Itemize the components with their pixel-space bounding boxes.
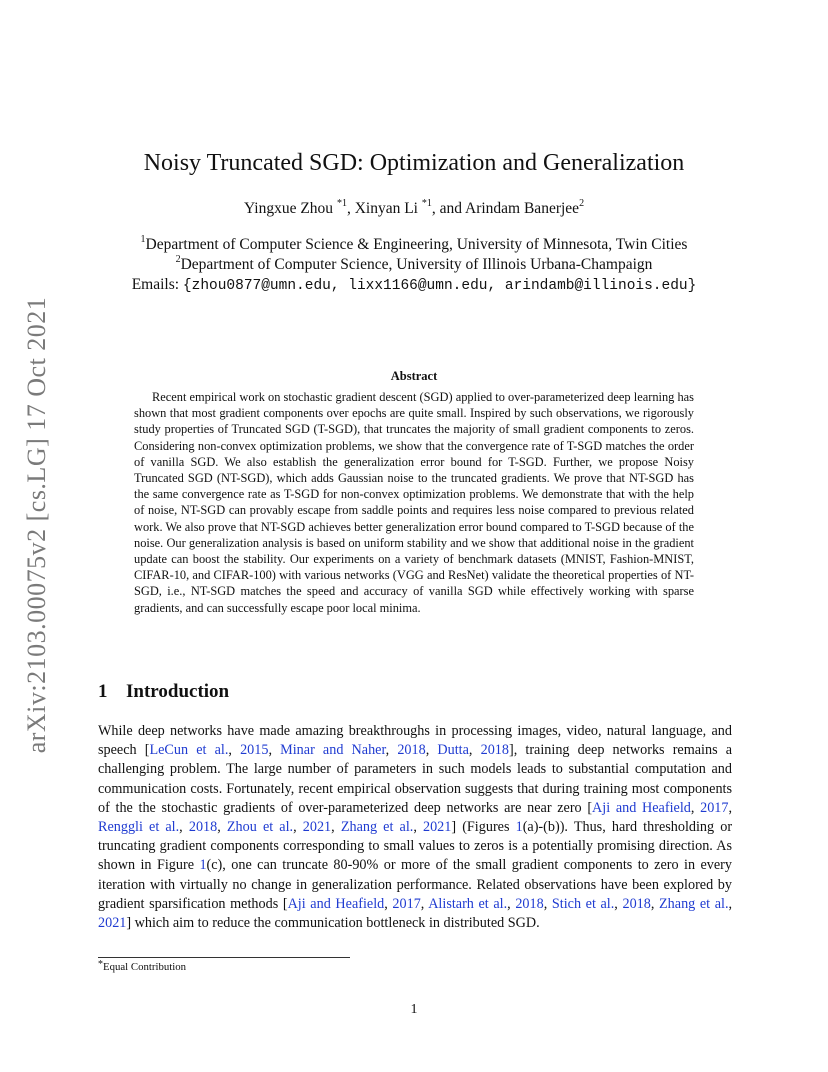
intro-paragraph: While deep networks have made amazing breakthroughs in processing images, video, natural language, and speech [LeCun et al., 2015, Minar and Naher, 2018, Dutta, 2018], training deep networks remains a challenging problem. The large number of parameters in such models leads to substantial computation and communication costs. Fortunately, recent empirical observation suggests that during training most components of the the stochastic gradients of over-parameterized deep networks are near zero [Aji and Heafield, 2017, Renggli et al., 2018, Zhou et al., 2021, Zhang et al., 2021] (Figures 1(a)-(b)). Thus, hard thresholding or truncating gradient components corresponding to small values to zeros is a potentially promising direction. As shown in Figure 1(c), one can truncate 80-90% or more of the small gradient components to zero in every iteration with virtually no change in generalization performance. Related observations have been explored by gradient sparsification methods [Aji and Heafield, 2017, Alistarh et al., 2018, Stich et al., 2018, Zhang et al., 2021] which aim to reduce the communication bottleneck in distributed SGD. [98, 723, 733, 932]
citation-link[interactable]: Minar and Naher [280, 742, 386, 759]
citation-link[interactable]: 2017 [700, 799, 729, 816]
citation-link[interactable]: 2018 [622, 895, 651, 912]
arxiv-identifier: arXiv:2103.00075v2 [cs.LG] 17 Oct 2021 [22, 296, 51, 754]
affiliation-2: $^2$Department of Computer Science, University of Illinois Urbana-Champaign [175, 254, 653, 273]
page-number: 1 [410, 1002, 418, 1017]
citation-link[interactable]: Zhang et al. [340, 819, 414, 836]
author-affil-mark: *1 [421, 198, 432, 209]
citation-link[interactable]: Renggli et al. [98, 819, 180, 836]
author-name: Xinyan Li [354, 200, 418, 217]
citation-link[interactable]: Stich et al. [551, 895, 615, 912]
email-line [0, 276, 828, 294]
figure-ref-link[interactable]: 1 [199, 857, 207, 874]
citation-link[interactable]: 2018 [397, 742, 426, 759]
citation-link[interactable]: Alistarh et al. [428, 895, 508, 912]
citation-link[interactable]: 2021 [302, 819, 332, 836]
citation-link[interactable]: 2015 [240, 742, 269, 759]
citation-link[interactable]: Aji and Heafield [592, 799, 691, 816]
footnote [98, 961, 186, 973]
author-affil-mark: *1 [336, 198, 347, 209]
abstract-body: Recent empirical work on stochastic gradient descent (SGD) applied to over-parameterized deep learning has shown that most gradient components over epochs are quite small. Inspired by such observations, we rigorously study properties of Truncated SGD (T-SGD), that truncates the majority of small gradient components to zeros. Considering non-convex optimization problems, we show that the convergence rate of T-SGD matches the order of vanilla SGD. We also establish the generalization error bound for T-SGD. Further, we propose Noisy Truncated SGD (NT-SGD), which adds Gaussian noise to the truncated gradients. We prove that NT-SGD has the same convergence rate as T-SGD for non-convex optimization problems. We demonstrate that with the help of noise, NT-SGD can provably escape from saddle points and requires less noise compared to previous related work. We also prove that NT-SGD achieves better generalization error bound compared to T-SGD because of the noise. Our generalization analysis is based on uniform stability and we show that additional noise in the gradient update can boost the stability. Our experiments on a variety of benchmark datasets (MNIST, Fashion-MNIST, CIFAR-10, and CIFAR-100) with various networks (VGG and ResNet) validate the theoretical properties of NT-SGD, i.e., NT-SGD matches the speed and accuracy of vanilla SGD while effectively working with sparse gradients, and can successfully escape poor local minima. [134, 390, 694, 615]
author-name: Arindam Banerjee [465, 200, 580, 217]
citation-link[interactable]: 2021 [422, 819, 452, 836]
section-title: Introduction [126, 681, 230, 702]
citation-link[interactable]: 2018 [480, 742, 509, 759]
abstract-heading: Abstract [390, 369, 438, 383]
citation-link[interactable]: 2018 [515, 895, 544, 912]
footnote-text: Equal Contribution [103, 961, 187, 973]
section-heading [98, 681, 229, 703]
citation-link[interactable]: Zhang et al. [659, 895, 729, 912]
affiliation-1: $^1$Department of Computer Science & Engineering, University of Minnesota, Twin Cities [140, 234, 688, 253]
citation-link[interactable]: 2021 [98, 915, 127, 932]
citation-link[interactable]: 2018 [188, 819, 218, 836]
citation-link[interactable]: Dutta [437, 742, 469, 759]
citation-link[interactable]: LeCun et al. [149, 742, 229, 759]
paper-title: Noisy Truncated SGD: Optimization and Generalization [143, 150, 685, 176]
email-list: {zhou0877@umn.edu, lixx1166@umn.edu, arindamb@illinois.edu} [182, 278, 697, 294]
footnote-divider [98, 957, 350, 958]
author-list: Yingxue Zhou $^{*1}$, Xinyan Li $^{*1}$, and Arindam Banerjee$^2$ [243, 198, 585, 217]
author-affil-mark: 2 [579, 198, 585, 209]
footnote-mark: * [98, 959, 103, 970]
arxiv-sidebar-stamp [20, 290, 54, 760]
citation-link[interactable]: 2017 [392, 895, 421, 912]
section-number: 1 [98, 681, 108, 702]
figure-ref-link[interactable]: 1 [515, 819, 523, 836]
author-name: Yingxue Zhou [243, 200, 334, 217]
email-label: Emails: [131, 276, 183, 293]
citation-link[interactable]: Zhou et al. [226, 819, 294, 836]
citation-link[interactable]: Aji and Heafield [287, 895, 385, 912]
